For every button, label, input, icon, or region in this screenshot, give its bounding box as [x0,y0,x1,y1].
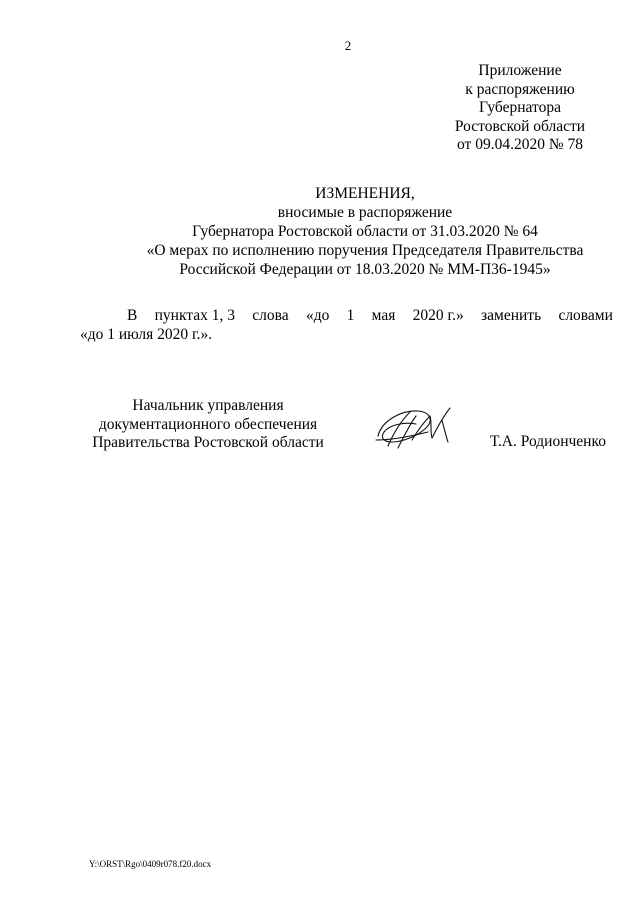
document-title [100,184,630,279]
paragraph-line [80,306,613,325]
appendix-line: Приложение [478,62,562,79]
word: «до [305,307,330,324]
signatory-line: Правительства Ростовской области [92,434,324,451]
word: 2020 г.» [412,307,464,324]
appendix-line: Губернатора [479,99,561,116]
title-line: Российской Федерации от 18.03.2020 № ММ-П36-1945» [179,261,551,278]
signer-name: Т.А. Родионченко [490,433,606,450]
appendix-line: к распоряжению [465,80,575,98]
paragraph-line: «до 1 июля 2020 г.». [80,326,213,343]
word: мая [371,307,396,324]
word: слова [252,307,289,324]
word: 1 [346,307,355,324]
signatory-line: документационного обеспечения [98,415,318,433]
signatory-title [88,397,328,453]
appendix-line: Ростовской области [454,117,586,135]
title-line: вносимые в распоряжение [277,204,453,221]
handwritten-signature [372,402,462,456]
body-paragraph [80,306,613,344]
title-line: «О мерах по исполнению поручения Председателя Правительства [146,242,584,259]
signatory-line: Начальник управления [132,397,284,414]
page-number: 2 [344,38,352,53]
appendix-line: от 09.04.2020 № 78 [457,136,583,153]
word: заменить [481,307,542,324]
word: пунктах 1, 3 [154,307,236,324]
word: словами [558,307,613,324]
appendix-header [430,62,610,155]
word: В [127,307,138,324]
title-line: Губернатора Ростовской области от 31.03.2020 № 64 [192,223,538,240]
title-heading: ИЗМЕНЕНИЯ, [315,185,415,202]
file-path-footer: Y:\ORST\Rgo\0409r078.f20.docx [89,859,212,869]
